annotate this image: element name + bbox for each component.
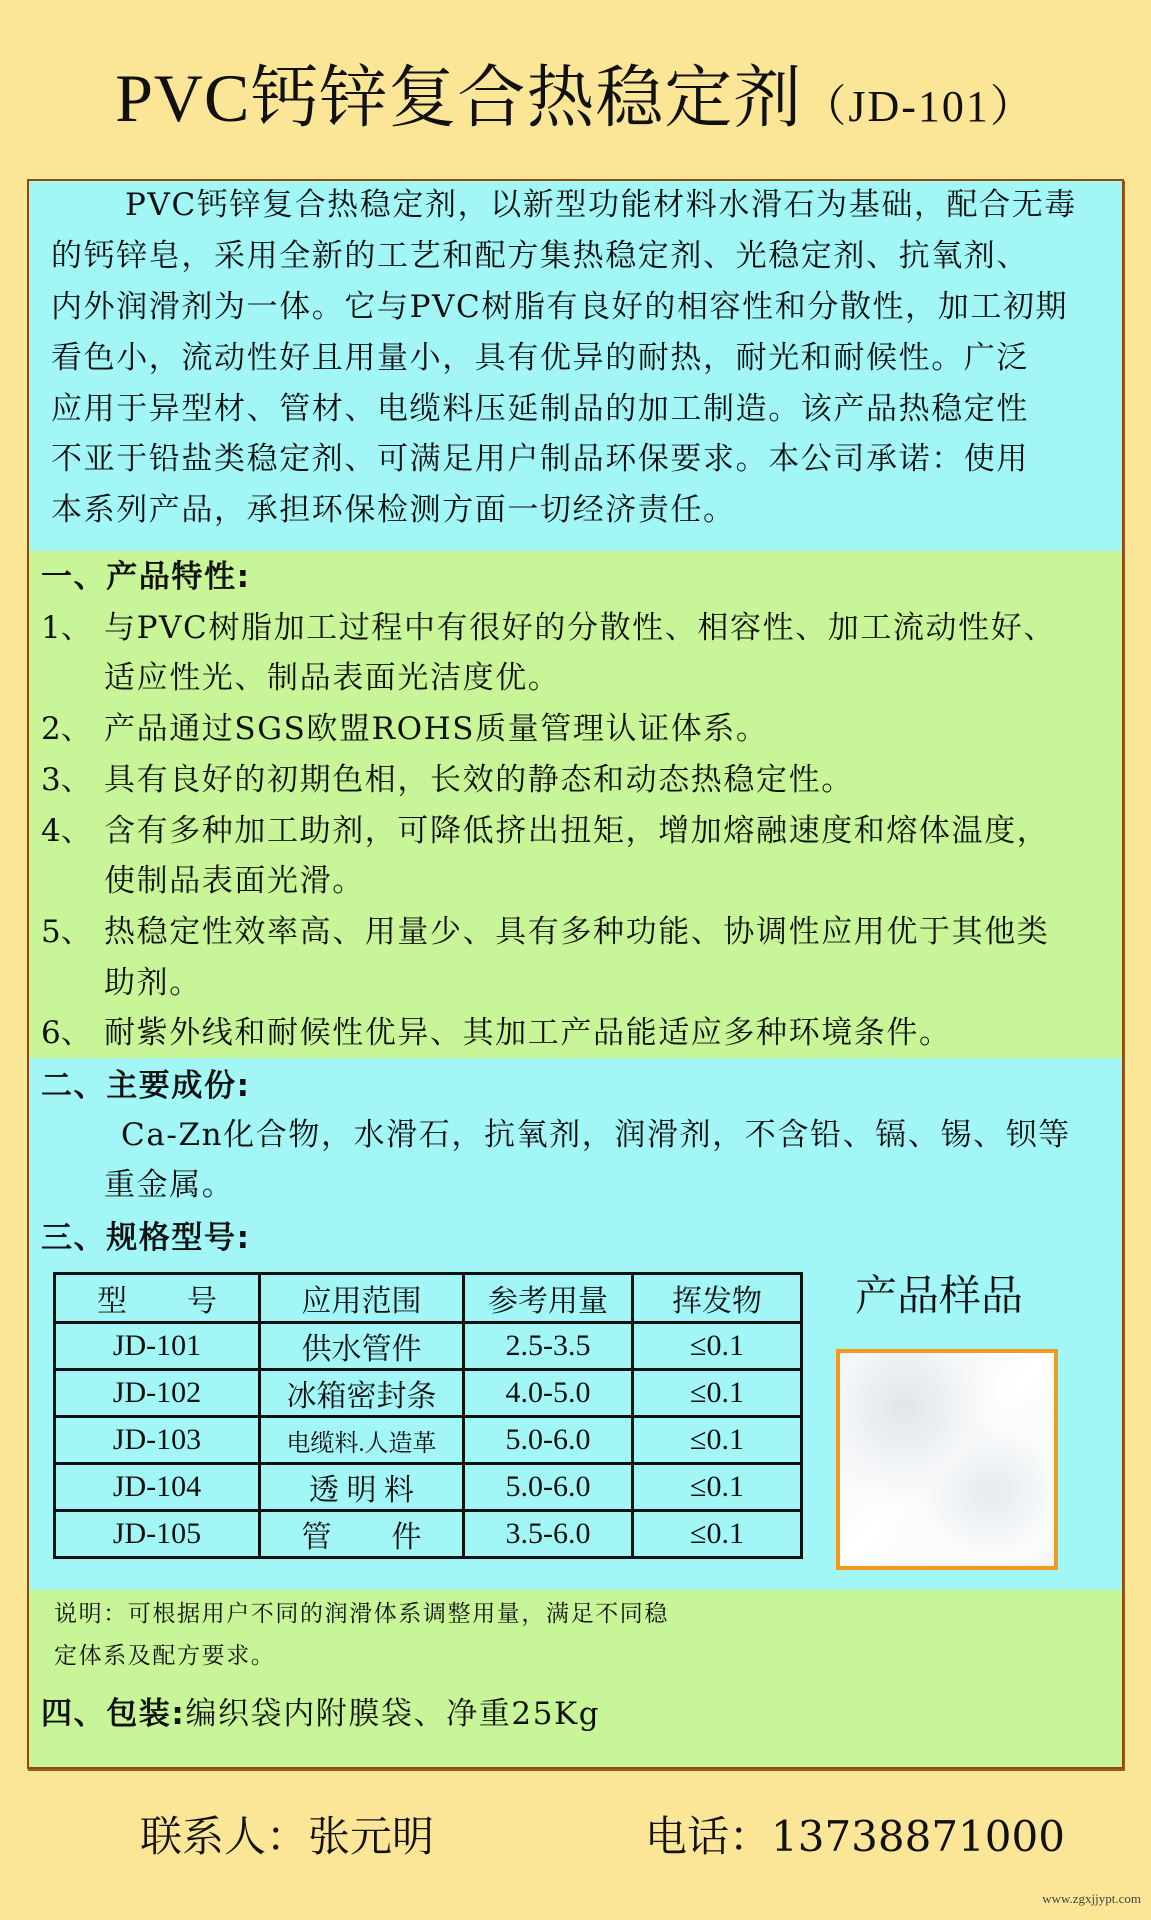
- column-header: 参考用量: [464, 1274, 633, 1323]
- feature-line: 适应性光、制品表面光洁度优。: [104, 660, 561, 696]
- feature-number: 5、: [41, 914, 92, 950]
- packaging-text: 编织袋内附膜袋、净重25Kg: [185, 1696, 601, 1732]
- volatile-cell: ≤0.1: [633, 1417, 802, 1464]
- dosage-cell: 2.5-3.5: [464, 1323, 633, 1370]
- application-cell: 管 件: [260, 1511, 464, 1558]
- volatile-cell: ≤0.1: [633, 1464, 802, 1511]
- page-title: [0, 56, 1151, 149]
- feature-line: 含有多种加工助剂，可降低挤出扭矩，增加熔融速度和熔体温度，: [104, 813, 1050, 849]
- intro-line: 应用于异型材、管材、电缆料压延制品的加工制造。该产品热稳定性: [51, 391, 1029, 427]
- specs-heading: 三、规格型号:: [41, 1220, 251, 1256]
- table-row: [55, 1511, 802, 1558]
- composition-line: 重金属。: [104, 1167, 235, 1203]
- feature-line: 产品通过SGS欧盟ROHS质量管理认证体系。: [104, 711, 769, 747]
- feature-line: 热稳定性效率高、用量少、具有多种功能、协调性应用优于其他类: [104, 914, 1050, 950]
- intro-line: 本系列产品，承担环保检测方面一切经济责任。: [51, 492, 736, 528]
- title-main: PVC钙锌复合热稳定剂: [115, 60, 803, 136]
- application-cell: 电缆料.人造革: [260, 1417, 464, 1464]
- volatile-cell: ≤0.1: [633, 1511, 802, 1558]
- volatile-cell: ≤0.1: [633, 1370, 802, 1417]
- application-cell: 供水管件: [260, 1323, 464, 1370]
- intro-line: 内外润滑剂为一体。它与PVC树脂有良好的相容性和分散性，加工初期: [51, 289, 1069, 325]
- packaging-line: [41, 1694, 600, 1734]
- application-cell: 冰箱密封条: [260, 1370, 464, 1417]
- feature-line: 耐紫外线和耐候性优异、其加工产品能适应多种环境条件。: [104, 1015, 952, 1051]
- intro-line: 看色小，流动性好且用量小，具有优异的耐热，耐光和耐候性。广泛: [51, 340, 1029, 376]
- model-cell: JD-102: [55, 1370, 260, 1417]
- table-row: [55, 1370, 802, 1417]
- volatile-cell: ≤0.1: [633, 1323, 802, 1370]
- column-header: 型 号: [55, 1274, 260, 1323]
- note-line: 说明：可根据用户不同的润滑体系调整用量，满足不同稳: [54, 1601, 669, 1627]
- spec-table: [53, 1272, 803, 1559]
- intro-line: 的钙锌皂，采用全新的工艺和配方集热稳定剂、光稳定剂、抗氧剂、: [51, 238, 1029, 274]
- intro-line: 不亚于铅盐类稳定剂、可满足用户制品环保要求。本公司承诺：使用: [51, 441, 1029, 477]
- feature-line: 使制品表面光滑。: [104, 863, 365, 899]
- feature-number: 4、: [41, 813, 92, 849]
- dosage-cell: 5.0-6.0: [464, 1417, 633, 1464]
- table-row: [55, 1323, 802, 1370]
- feature-line: 具有良好的初期色相，长效的静态和动态热稳定性。: [104, 762, 854, 798]
- composition-line: Ca-Zn化合物，水滑石，抗氧剂，润滑剂，不含铅、镉、锡、钡等: [121, 1117, 1071, 1153]
- packaging-heading: 四、包装:: [41, 1696, 186, 1732]
- features-heading: 一、产品特性:: [41, 559, 251, 595]
- model-cell: JD-103: [55, 1417, 260, 1464]
- intro-section: [29, 181, 1122, 551]
- contact-phone: 电话：13738871000: [645, 1812, 1065, 1861]
- feature-number: 6、: [41, 1015, 92, 1051]
- notes-packaging-section: [29, 1590, 1122, 1767]
- feature-line: 与PVC树脂加工过程中有很好的分散性、相容性、加工流动性好、: [104, 610, 1056, 646]
- product-info-panel: [27, 179, 1124, 1769]
- model-cell: JD-105: [55, 1511, 260, 1558]
- table-header-row: [55, 1274, 802, 1323]
- feature-number: 2、: [41, 711, 92, 747]
- table-row: [55, 1417, 802, 1464]
- note-line: 定体系及配方要求。: [54, 1643, 276, 1669]
- contact-person: 联系人：张元明: [140, 1812, 435, 1861]
- dosage-cell: 3.5-6.0: [464, 1511, 633, 1558]
- intro-line: PVC钙锌复合热稳定剂，以新型功能材料水滑石为基础，配合无毒: [125, 187, 1077, 223]
- application-cell: 透 明 料: [260, 1464, 464, 1511]
- column-header: 挥发物: [633, 1274, 802, 1323]
- dosage-cell: 5.0-6.0: [464, 1464, 633, 1511]
- dosage-cell: 4.0-5.0: [464, 1370, 633, 1417]
- sample-label: 产品样品: [854, 1271, 1023, 1320]
- column-header: 应用范围: [260, 1274, 464, 1323]
- title-model: （JD-101）: [802, 82, 1036, 131]
- model-cell: JD-101: [55, 1323, 260, 1370]
- table-row: [55, 1464, 802, 1511]
- model-cell: JD-104: [55, 1464, 260, 1511]
- feature-line: 助剂。: [104, 965, 202, 1001]
- product-sample-image: [836, 1349, 1058, 1570]
- feature-number: 1、: [41, 610, 92, 646]
- features-section: [29, 551, 1122, 1058]
- feature-number: 3、: [41, 762, 92, 798]
- watermark: www.zgxjjypt.com: [1042, 1891, 1141, 1906]
- composition-heading: 二、主要成份:: [41, 1068, 251, 1104]
